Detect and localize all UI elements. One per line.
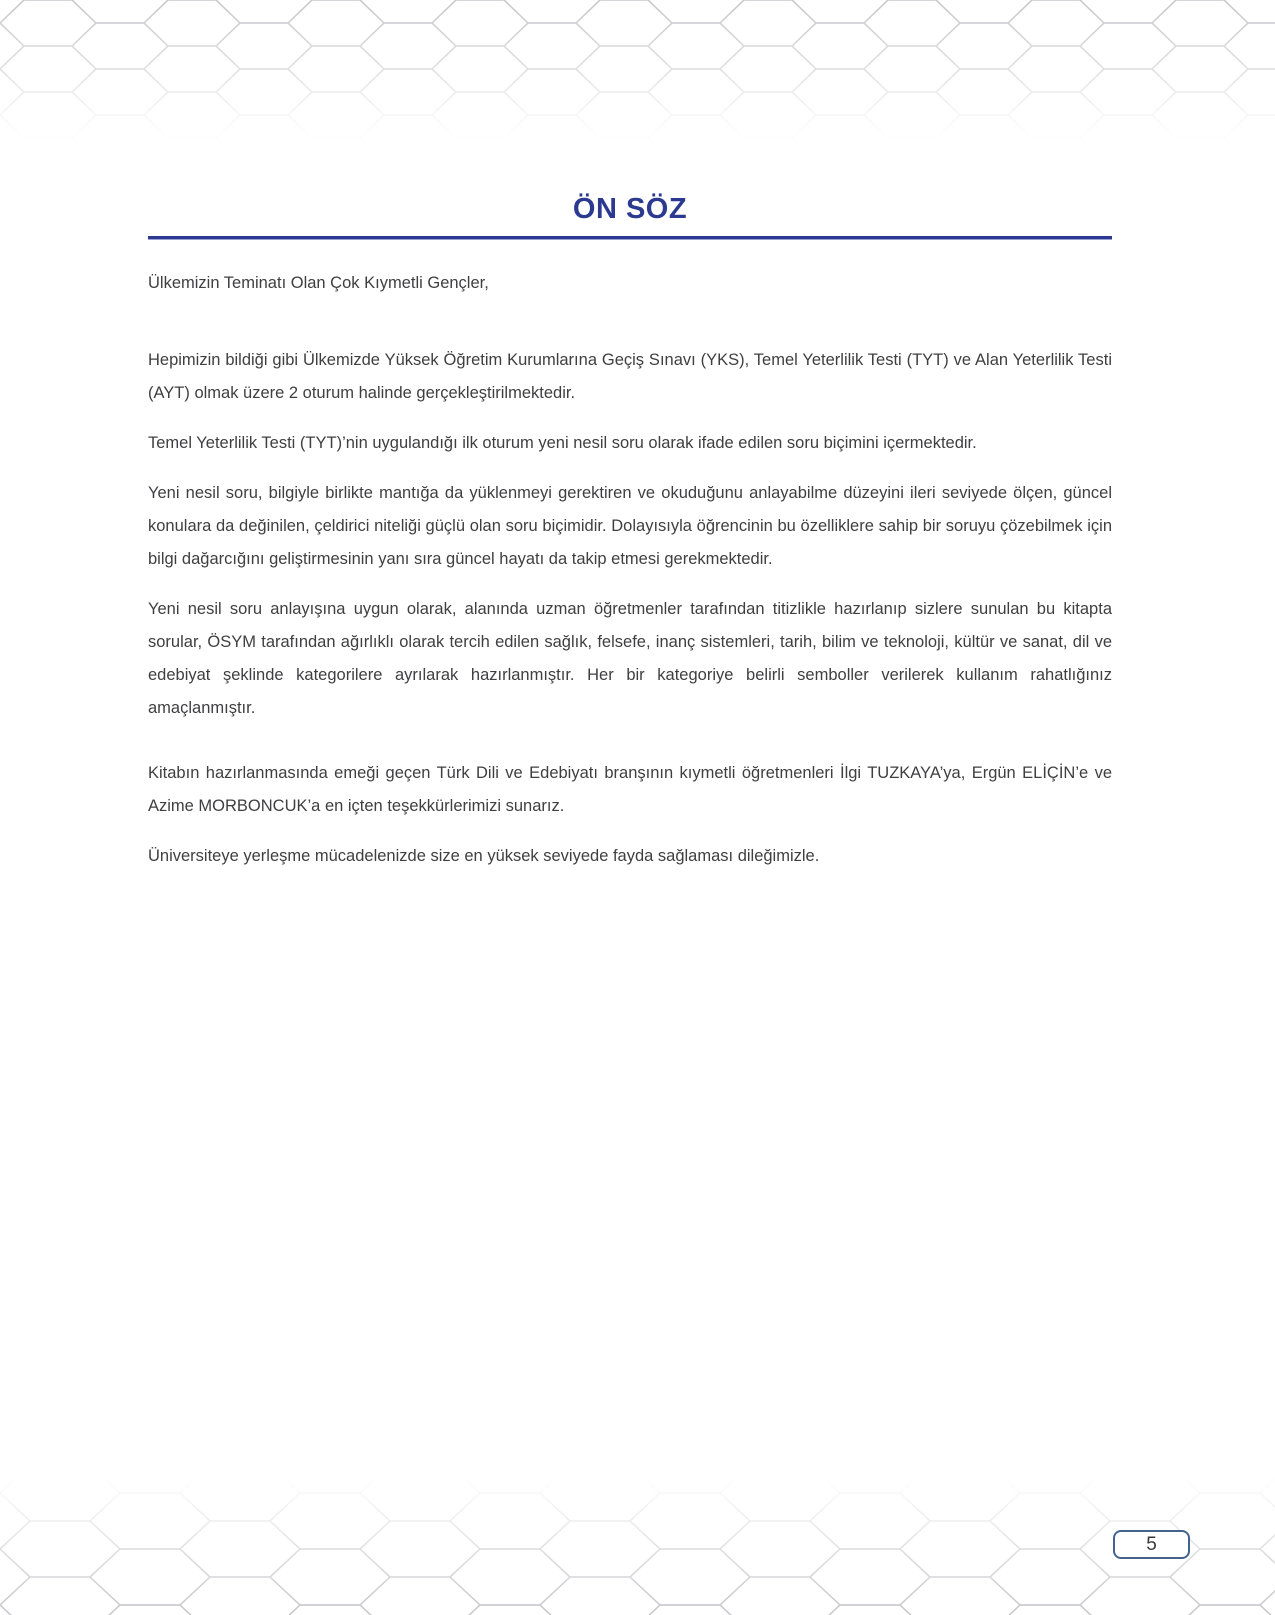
page-number: 5 bbox=[1146, 1533, 1157, 1555]
page-title: ÖN SÖZ bbox=[572, 193, 688, 225]
paragraph: Temel Yeterlilik Testi (TYT)’nin uygulandığı ilk oturum yeni nesil soru olarak ifade edilen soru biçimini içermektedir. bbox=[148, 434, 977, 452]
paragraph: Üniversiteye yerleşme mücadelenizde size en yüksek seviyede fayda sağlaması dileğimizle. bbox=[148, 847, 820, 865]
preface-content bbox=[148, 193, 1112, 873]
title-rule bbox=[148, 236, 1112, 240]
greeting-line: Ülkemizin Teminatı Olan Çok Kıymetli Gençler, bbox=[148, 274, 489, 292]
paragraph: Kitabın hazırlanmasında emeği geçen Türk Dili ve Edebiyatı branşının kıymetli öğretmenleri İlgi TUZKAYA’ya, Ergün ELİÇİN’e ve Azime MORBONCUK’a en içten teşekkürlerimizi sunarız. bbox=[148, 764, 1112, 815]
paragraph: Hepimizin bildiği gibi Ülkemizde Yüksek Öğretim Kurumlarına Geçiş Sınavı (YKS), Temel Yeterlilik Testi (TYT) ve Alan Yeterlilik Testi (AYT) olmak üzere 2 oturum halinde gerçekleştirilmektedir. bbox=[148, 351, 1112, 402]
hex-pattern-top-decoration bbox=[0, 0, 1275, 150]
page-number-badge bbox=[1113, 1530, 1190, 1559]
hex-pattern-bottom-decoration bbox=[0, 1465, 1275, 1615]
paragraph: Yeni nesil soru anlayışına uygun olarak, alanında uzman öğretmenler tarafından titizlikle hazırlanıp sizlere sunulan bu kitapta sorular, ÖSYM tarafından ağırlıklı olarak tercih edilen sağlık, felsefe, inanç sistemleri, tarih, bilim ve teknoloji, kültür ve sanat, dil ve edebiyat şeklinde kategorilere ayrılarak hazırlanmıştır. Her bir kategoriye belirli semboller verilerek kullanım rahatlığınız amaçlanmıştır. bbox=[148, 600, 1112, 717]
paragraph: Yeni nesil soru, bilgiyle birlikte mantığa da yüklenmeyi gerektiren ve okuduğunu anlayabilme düzeyini ileri seviyede ölçen, güncel konulara da değinilen, çeldirici niteliği güçlü olan soru biçimidir. Dolayısıyla öğrencinin bu özelliklere sahip bir soruyu çözebilmek için bilgi dağarcığını geliştirmesinin yanı sıra güncel hayatı da takip etmesi gerekmektedir. bbox=[148, 484, 1112, 568]
